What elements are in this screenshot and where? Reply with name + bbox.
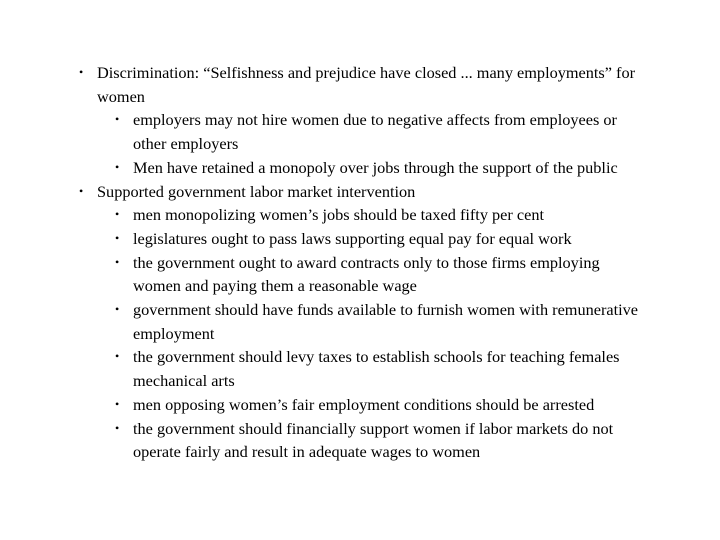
sub-bullet-arrested (78, 393, 648, 417)
sub-bullet-contracts (78, 251, 648, 298)
bullet-icon: • (79, 183, 84, 198)
sub-bullet-tax (78, 203, 648, 227)
sub-bullet-financial-support (78, 417, 648, 464)
slide-body (78, 61, 648, 464)
sub-bullet-monopoly (78, 156, 648, 180)
bullet-text: Discrimination: “Selfishness and prejudice have closed ... many employments” for women (97, 63, 636, 106)
bullet-intervention (78, 180, 648, 204)
sub-bullet-schools (78, 345, 648, 392)
bullet-icon: • (115, 254, 120, 269)
bullet-icon: • (115, 112, 120, 127)
sub-bullet-text: the government should financially support women if labor markets do not operate fairly and result in adequate wages to women (133, 418, 614, 462)
sub-bullet-text: Men have retained a monopoly over jobs through the support of the public (133, 157, 618, 177)
bullet-icon: • (115, 159, 120, 174)
bullet-discrimination (78, 61, 648, 108)
bullet-text: Supported government labor market intervention (97, 181, 416, 201)
sub-bullet-text: government should have funds available to furnish women with remunerative employment (133, 300, 639, 343)
bullet-icon: • (115, 302, 120, 317)
bullet-icon: • (115, 420, 120, 435)
sub-bullet-text: legislatures ought to pass laws supporting equal pay for equal work (133, 228, 572, 248)
bullet-icon: • (79, 65, 84, 79)
sub-bullet-funds (78, 298, 648, 345)
sub-bullet-text: men opposing women’s fair employment conditions should be arrested (133, 394, 595, 414)
bullet-icon: • (115, 396, 120, 411)
bullet-icon: • (115, 230, 120, 245)
sub-bullet-equal-pay (78, 227, 648, 251)
bullet-icon: • (115, 349, 120, 364)
bullet-icon: • (115, 207, 120, 222)
sub-bullet-text: the government ought to award contracts only to those firms employing women and paying them a reasonable wage (133, 252, 600, 296)
sub-bullet-text: the government should levy taxes to establish schools for teaching females mechanical arts (133, 347, 620, 391)
bullet-list (78, 61, 648, 464)
sub-bullet-text: employers may not hire women due to negative affects from employees or other employers (133, 110, 617, 154)
sub-bullet-employers (78, 108, 648, 155)
sub-bullet-text: men monopolizing women’s jobs should be taxed fifty per cent (133, 205, 545, 225)
